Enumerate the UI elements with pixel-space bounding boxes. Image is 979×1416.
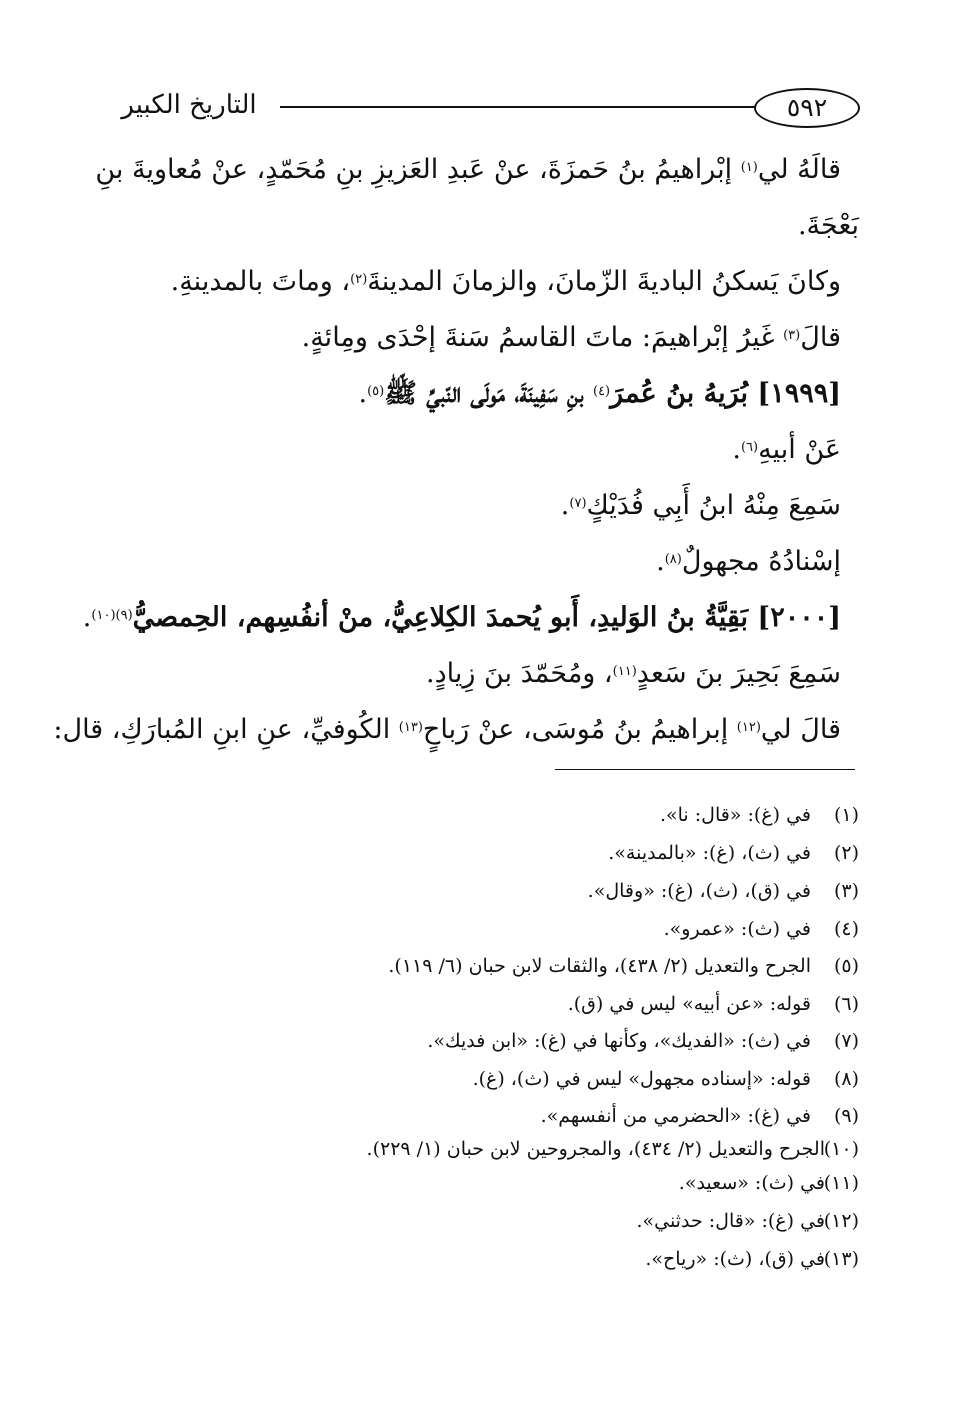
footnote-item xyxy=(99,985,859,1023)
footnote-item xyxy=(99,834,859,872)
footnote-number: (٣) xyxy=(833,880,859,902)
footnote-text: في (ث)، (غ): «بالمدينة». xyxy=(608,842,811,864)
text-span: بَعْجَةَ. xyxy=(797,210,859,241)
text-span: . xyxy=(656,546,665,577)
footnote-ref[interactable]: (٧) xyxy=(569,496,587,511)
entry-name: بُرَيهُ بنُ عُمرَ xyxy=(610,378,758,409)
footnote-number: (٧) xyxy=(833,1030,859,1052)
main-text xyxy=(53,142,859,758)
book-title: التاريخ الكبير xyxy=(121,90,257,120)
footnote-text: في (غ): «الحضرمي من أنفسهم». xyxy=(540,1105,811,1127)
footnote-ref[interactable]: (١) xyxy=(740,160,758,175)
text-span: . xyxy=(358,378,368,409)
text-line xyxy=(109,198,859,254)
footnote-ref[interactable]: (٥) xyxy=(367,384,385,399)
footnote-item xyxy=(99,872,859,910)
footnote-ref[interactable]: (١١) xyxy=(612,664,637,679)
footnote-number: (١١) xyxy=(823,1172,859,1194)
entry-name: بنِ سَفِينَةَ، مَولَى النّبيِّ ﷺ xyxy=(384,378,593,409)
footnote-text: في (ق)، (ث): «رياح». xyxy=(645,1248,825,1270)
footnote-item xyxy=(99,1135,859,1164)
entry-heading xyxy=(109,366,859,422)
footnote-number: (٤) xyxy=(833,918,859,940)
footnote-text: في (غ): «قال: نا». xyxy=(659,804,811,826)
text-line xyxy=(109,422,859,478)
text-span: الكُوفيِّ، عنِ ابنِ المُبارَكِ، قال: xyxy=(53,714,399,745)
footnote-text: قوله: «عن أبيه» ليس في (ق). xyxy=(567,993,811,1015)
footnote-number: (٢) xyxy=(833,842,859,864)
footnote-number: (٩) xyxy=(833,1105,859,1127)
footnotes xyxy=(99,796,859,1278)
text-line xyxy=(109,310,859,366)
text-span: قالَ xyxy=(800,322,841,353)
text-span: . xyxy=(82,602,92,633)
footnote-item xyxy=(99,1060,859,1098)
footnote-number: (١٠) xyxy=(823,1138,859,1160)
footnote-text: في (ث): «الفديك»، وكأنها في (غ): «ابن فديك». xyxy=(427,1030,811,1052)
text-span: قالَهُ لي xyxy=(757,154,841,185)
footnote-item xyxy=(99,796,859,834)
text-span: إسْنادُهُ مجهولٌ xyxy=(681,546,841,577)
footnote-ref[interactable]: (٨) xyxy=(664,552,682,567)
entry-name: بَقِيَّةُ بنُ الوَليدِ، أَبو يُحمدَ الكِلاعِيُّ، منْ أنفُسِهم، الحِمصيُّ xyxy=(132,602,758,633)
footnote-item xyxy=(99,1240,859,1278)
footnote-item xyxy=(99,910,859,948)
footnote-item xyxy=(99,1023,859,1060)
footnote-item xyxy=(99,1098,859,1135)
footnote-text: في (ق)، (ث)، (غ): «وقال». xyxy=(587,880,811,902)
footnote-item xyxy=(99,1202,859,1240)
footnote-item xyxy=(99,1164,859,1202)
footnote-ref[interactable]: (٩)(١٠) xyxy=(91,608,133,623)
footnote-text: في (ث): «سعيد». xyxy=(678,1172,825,1194)
entry-number: [١٩٩٩] xyxy=(757,378,841,409)
page-number: ٥٩٢ xyxy=(754,88,860,128)
text-span: سَمِعَ مِنْهُ ابنُ أَبِي فُدَيْكٍ xyxy=(586,490,841,521)
footnote-ref[interactable]: (٣) xyxy=(783,328,801,343)
text-line xyxy=(53,702,859,758)
entry-number: [٢٠٠٠] xyxy=(757,602,841,633)
footnote-number: (١٣) xyxy=(823,1248,859,1270)
footnote-ref[interactable]: (٤) xyxy=(592,384,611,399)
text-line xyxy=(109,646,859,702)
text-span: سَمِعَ بَحِيرَ بنَ سَعدٍ xyxy=(636,658,841,689)
footnote-number: (٥) xyxy=(833,955,859,977)
footnote-ref[interactable]: (١٣) xyxy=(398,720,423,735)
footnote-text: في (ث): «عمرو». xyxy=(663,918,811,940)
text-span: إبراهيمُ بنُ مُوسَى، عنْ رَباحٍ xyxy=(422,714,737,745)
text-line xyxy=(95,142,859,198)
footnote-number: (١) xyxy=(833,804,859,826)
footnote-ref[interactable]: (١٢) xyxy=(736,720,761,735)
text-span: قالَ لي xyxy=(760,714,841,745)
text-line xyxy=(109,478,859,534)
text-span: . xyxy=(732,434,741,465)
footnote-text: الجرح والتعديل (٢/ ٤٣٤)، والمجروحين لابن حبان (١/ ٢٢٩). xyxy=(366,1138,825,1160)
text-span: عَنْ أبيهِ xyxy=(758,434,841,465)
footnote-separator xyxy=(555,769,855,770)
footnote-ref[interactable]: (٢) xyxy=(350,272,368,287)
entry-heading xyxy=(82,590,859,646)
header-rule xyxy=(280,106,756,108)
text-span: وكانَ يَسكنُ الباديةَ الزّمانَ، والزمانَ المدينةَ xyxy=(367,266,841,297)
text-span: غَيرُ إبْراهيمَ: ماتَ القاسمُ سَنةَ إحْدَى ومِائةٍ. xyxy=(301,322,784,353)
footnote-number: (١٢) xyxy=(823,1210,859,1232)
text-span: إبْراهيمُ بنُ حَمزَةَ، عنْ عَبدِ العَزيزِ بنِ مُحَمّدٍ، عنْ مُعاويةَ بنِ xyxy=(95,154,741,185)
text-line xyxy=(109,254,859,310)
footnote-ref[interactable]: (٦) xyxy=(740,440,759,455)
text-line xyxy=(109,534,859,590)
footnote-text: قوله: «إسناده مجهول» ليس في (ث)، (غ). xyxy=(472,1068,811,1090)
footnote-item xyxy=(99,948,859,985)
text-span: . xyxy=(560,490,570,521)
footnote-text: في (غ): «قال: حدثني». xyxy=(636,1210,825,1232)
footnote-number: (٨) xyxy=(833,1068,859,1090)
text-span: ، وماتَ بالمدينةِ. xyxy=(170,266,351,297)
footnote-number: (٦) xyxy=(833,993,859,1015)
footnote-text: الجرح والتعديل (٢/ ٤٣٨)، والثقات لابن حبان (٦/ ١١٩). xyxy=(388,955,811,977)
text-span: ، ومُحَمّدَ بنَ زِيادٍ. xyxy=(426,658,613,689)
page-header xyxy=(100,88,860,132)
